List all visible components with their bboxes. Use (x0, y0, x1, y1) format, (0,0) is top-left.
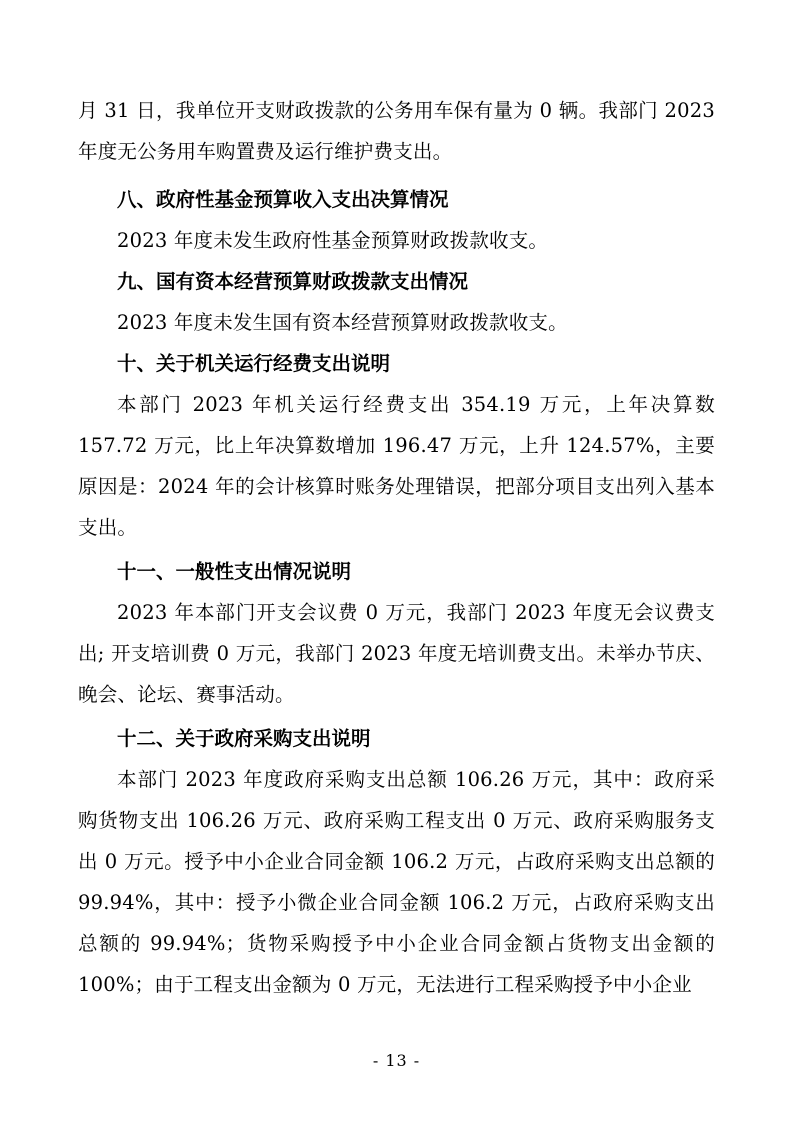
paragraph-section-eleven: 2023 年本部门开支会议费 0 万元，我部门 2023 年度无会议费支出; 开支培训费 0 万元，我部门 2023 年度无培训费支出。未举办节庆、晚会、论坛、赛事活动。 (78, 601, 715, 706)
paragraph-section-twelve: 本部门 2023 年度政府采购支出总额 106.26 万元，其中：政府采购货物支出 106.26 万元、政府采购工程支出 0 万元、政府采购服务支出 0 万元。授予中小企业合同金额 106.2 万元，占政府采购支出总额的 99.94%，其中：授予小微企业合同金额 106.2 万元，占政府采购支出总额的 99.94%；货物采购授予中小企业合同金额占货物支出金额的 100%；由于工程支出金额为 0 万元，无法进行工程采购授予中小企业 (78, 768, 715, 996)
page-number: - 13 - (372, 1051, 421, 1070)
paragraph-section-eight: 2023 年度未发生政府性基金预算财政拨款收支。 (117, 229, 549, 252)
paragraph-section-nine: 2023 年度未发生国有资本经营预算财政拨款收支。 (117, 311, 568, 334)
heading-section-eleven: 十一、一般性支出情况说明 (117, 560, 352, 583)
spacer (78, 172, 715, 179)
heading-section-eight: 八、政府性基金预算收入支出决算情况 (117, 188, 449, 211)
heading-section-nine: 九、国有资本经营预算财政拨款支出情况 (117, 270, 469, 293)
paragraph-continuation-vehicle: 月 31 日，我单位开支财政拨款的公务用车保有量为 0 辆。我部门 2023 年度无公务用车购置费及运行维护费支出。 (78, 99, 715, 163)
paragraph-section-ten: 本部门 2023 年机关运行经费支出 354.19 万元，上年决算数 157.72 万元，比上年决算数增加 196.47 万元，上升 124.57%，主要原因是：2024 年的会计核算时账务处理错误，把部分项目支出列入基本支出。 (78, 393, 715, 539)
heading-section-twelve: 十二、关于政府采购支出说明 (117, 727, 371, 750)
heading-section-ten: 十、关于机关运行经费支出说明 (117, 352, 391, 375)
